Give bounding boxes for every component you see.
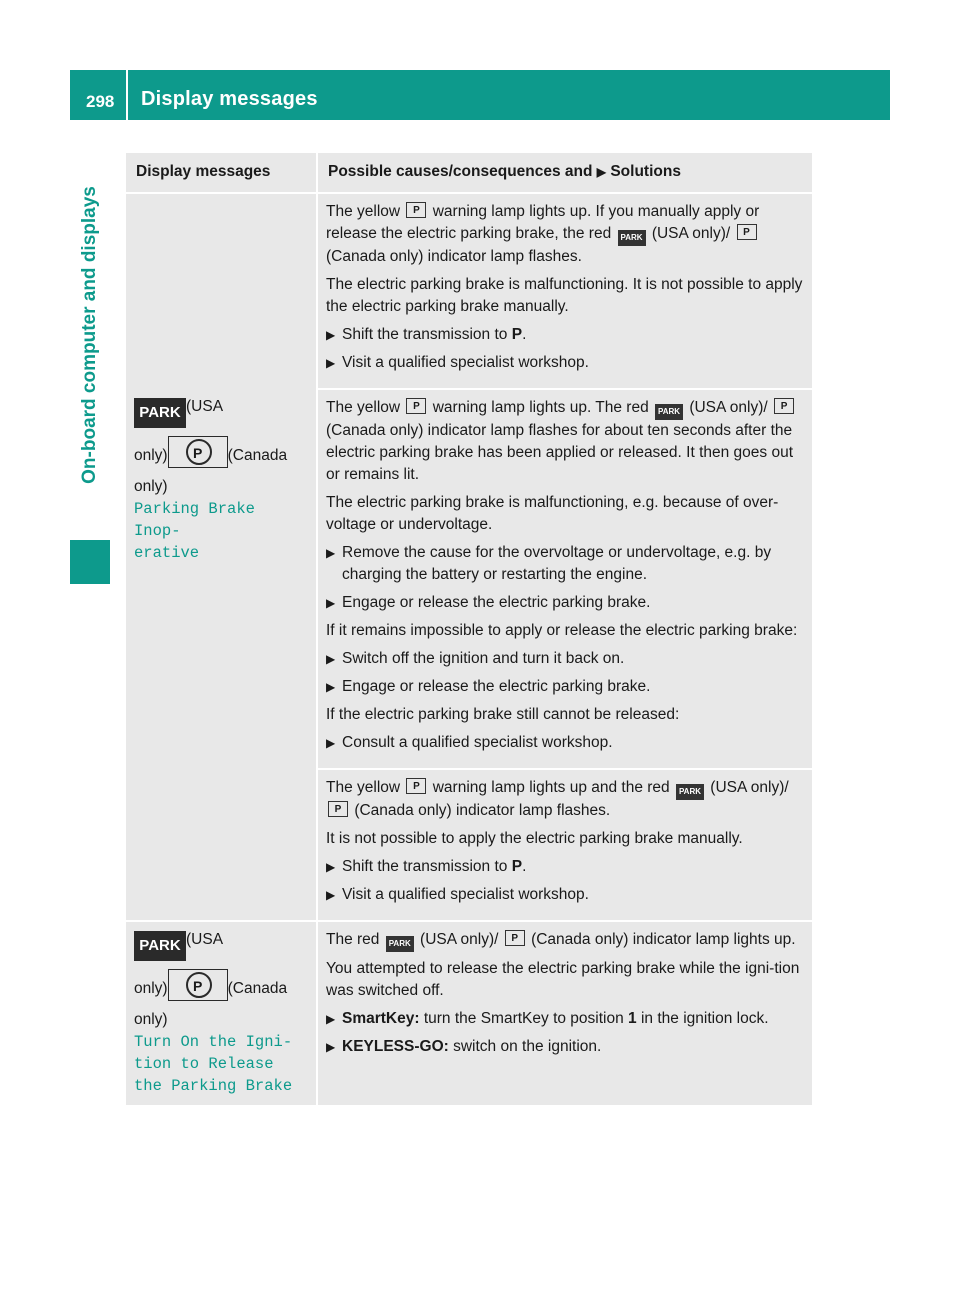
step-item: ▶ Consult a qualified specialist workshop.: [326, 732, 804, 754]
paragraph: The yellow P warning lamp lights up. The red PARK (USA only)/ P (Canada only) indicator lamp flashes for about ten seconds after the electric parking brake has been applied or released. It then goes out or remains lit.: [326, 397, 804, 486]
step-item: ▶ Visit a qualified specialist workshop.: [326, 884, 804, 906]
paragraph: The yellow P warning lamp lights up and the red PARK (USA only)/ P (Canada only) indicator lamp flashes.: [326, 777, 804, 822]
park-icon: PARK: [655, 404, 683, 420]
table-row: [126, 921, 812, 1105]
paragraph: You attempted to release the electric parking brake while the igni-tion was switched off.: [326, 960, 800, 999]
park-line: PARK (USA: [134, 929, 308, 961]
display-messages-table: [126, 153, 812, 1105]
step-item: ▶ KEYLESS-GO: switch on the ignition.: [326, 1036, 804, 1058]
paragraph: The electric parking brake is malfunctioning, e.g. because of over-voltage or undervoltage.: [326, 494, 779, 533]
step-item: ▶ Switch off the ignition and turn it back on.: [326, 648, 804, 670]
page-number: 298: [70, 70, 128, 120]
arrow-icon: ▶: [326, 546, 336, 560]
paragraph: The electric parking brake is malfunctioning. It is not possible to apply the electric parking brake manually.: [326, 276, 803, 315]
brake-indicator-icon: [774, 398, 794, 414]
solution-cell: [317, 769, 812, 921]
solution-cell: [317, 193, 812, 389]
step-item: ▶ Remove the cause for the overvoltage or undervoltage, e.g. by charging the battery or restarting the engine.: [326, 542, 804, 586]
arrow-icon: ▶: [326, 1012, 336, 1026]
park-icon: PARK: [618, 230, 646, 246]
arrow-icon: ▶: [326, 736, 336, 750]
column-header-causes: [317, 153, 812, 193]
brake-indicator-icon: [737, 224, 757, 240]
park-icon: PARK: [134, 398, 186, 428]
brake-line: only)P (Canada: [134, 969, 308, 1001]
solution-cell: [317, 389, 812, 769]
table-row: [126, 389, 812, 769]
park-line: PARK (USA: [134, 396, 308, 428]
arrow-icon: ▶: [326, 652, 336, 666]
brake-warning-icon: [406, 778, 426, 794]
side-tab-label-wrap: [70, 120, 110, 550]
arrow-icon: ▶: [326, 356, 336, 370]
park-icon: PARK: [386, 936, 414, 952]
brake-indicator-icon: [505, 930, 525, 946]
message-cell: [126, 921, 317, 1105]
park-icon: PARK: [676, 784, 704, 800]
solution-cell: [317, 921, 812, 1105]
side-tab-marker: [70, 540, 110, 584]
arrow-icon: ▶: [326, 328, 336, 342]
paragraph: The yellow P warning lamp lights up. If you manually apply or release the electric parking brake, the red PARK (USA only)/ P (Canada only) indicator lamp flashes.: [326, 201, 804, 268]
arrow-icon: ▶: [326, 1040, 336, 1054]
brake-warning-icon: [406, 202, 426, 218]
step-item: ▶ SmartKey: turn the SmartKey to position 1 in the ignition lock.: [326, 1008, 804, 1030]
step-item: ▶ Shift the transmission to P.: [326, 856, 804, 878]
brake-warning-icon: [406, 398, 426, 414]
paragraph: The red PARK (USA only)/ P (Canada only) indicator lamp lights up.: [326, 929, 804, 952]
column-header-display-messages: Display messages: [126, 153, 317, 193]
column-header-solutions-text: Solutions: [610, 163, 681, 180]
paragraph: If it remains impossible to apply or release the electric parking brake:: [326, 622, 798, 639]
park-icon: PARK: [134, 931, 186, 961]
step-item: ▶ Engage or release the electric parking brake.: [326, 676, 804, 698]
page-title: Display messages: [141, 88, 318, 110]
column-header-causes-text: Possible causes/consequences and: [328, 163, 593, 180]
display-message-text: Turn On the Igni‑ tion to Release the Parking Brake: [134, 1033, 293, 1095]
brake-indicator-icon: [168, 436, 228, 468]
step-item: ▶ Shift the transmission to P.: [326, 324, 804, 346]
canada-line: only): [134, 478, 168, 495]
step-item: ▶ Visit a qualified specialist workshop.: [326, 352, 804, 374]
side-tab-label: On-board computer and displays: [79, 186, 100, 484]
brake-indicator-icon: [168, 969, 228, 1001]
display-message-text: Parking Brake Inop‑ erative: [134, 500, 255, 562]
message-cell-empty: [126, 193, 317, 389]
table-row: [126, 193, 812, 389]
message-cell: [126, 389, 317, 921]
paragraph: It is not possible to apply the electric parking brake manually.: [326, 830, 743, 847]
step-item: ▶ Engage or release the electric parking brake.: [326, 592, 804, 614]
arrow-icon: ▶: [326, 888, 336, 902]
arrow-icon: ▶: [326, 860, 336, 874]
arrow-icon: ▶: [596, 165, 607, 179]
arrow-icon: ▶: [326, 596, 336, 610]
arrow-icon: ▶: [326, 680, 336, 694]
brake-line: only)P (Canada: [134, 436, 308, 468]
canada-line: only): [134, 1011, 168, 1028]
paragraph: If the electric parking brake still cannot be released:: [326, 706, 680, 723]
brake-indicator-icon: [328, 801, 348, 817]
table-header-row: [126, 153, 812, 193]
